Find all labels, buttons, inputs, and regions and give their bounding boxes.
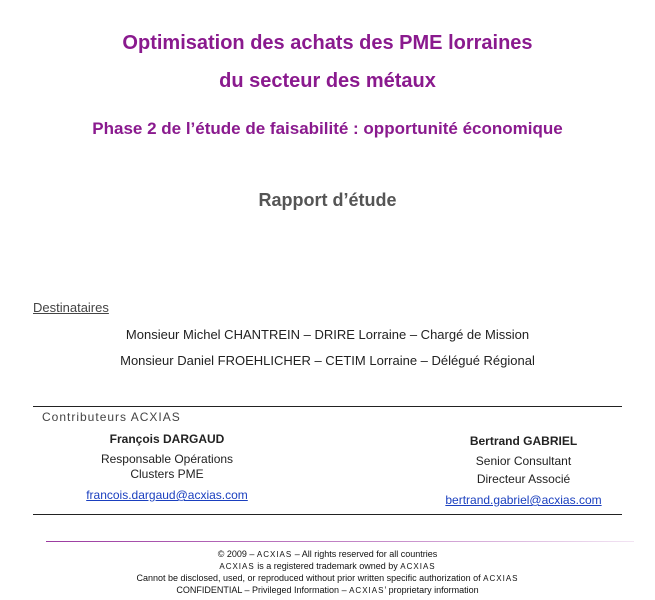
document-title-line2: du secteur des métaux: [219, 70, 436, 92]
contributor-email-link[interactable]: francois.dargaud@acxias.com: [86, 488, 248, 502]
contributor-role: Clusters PME: [130, 467, 204, 481]
footer-disclosure: Cannot be disclosed, used, or reproduced without prior written specific authorization of ACXIAS: [136, 573, 519, 583]
contributor-name: Bertrand GABRIEL: [469, 434, 578, 448]
recipient-item: Monsieur Michel CHANTREIN – DRIRE Lorraine – Chargé de Mission: [125, 327, 530, 342]
contributor-left: [42, 432, 292, 503]
document-title-line1: Optimisation des achats des PME lorraines: [122, 32, 533, 54]
contributor-role: Senior Consultant: [475, 454, 572, 468]
contributor-right: [400, 432, 647, 508]
footer-confidential: CONFIDENTIAL – Privileged Information – ACXIAS’ proprietary information: [176, 585, 479, 595]
report-type: Rapport d’étude: [258, 190, 397, 210]
footer-copyright: © 2009 – ACXIAS – All rights reserved for all countries: [217, 549, 438, 559]
contributor-role: Directeur Associé: [476, 472, 571, 486]
footer-divider: [46, 541, 634, 542]
footer-trademark: ACXIAS is a registered trademark owned by ACXIAS: [219, 561, 436, 571]
contributor-name: François DARGAUD: [109, 432, 225, 446]
contributors-header: Contributeurs ACXIAS: [42, 410, 181, 424]
contributor-role: Responsable Opérations: [100, 452, 234, 466]
contributor-email-link[interactable]: bertrand.gabriel@acxias.com: [445, 493, 602, 507]
contributors-top-rule: [33, 406, 622, 407]
contributors-bottom-rule: [33, 514, 622, 515]
document-subtitle: Phase 2 de l’étude de faisabilité : opportunité économique: [92, 119, 563, 138]
recipients-label: Destinataires: [33, 300, 109, 315]
recipient-item: Monsieur Daniel FROEHLICHER – CETIM Lorraine – Délégué Régional: [120, 353, 535, 368]
